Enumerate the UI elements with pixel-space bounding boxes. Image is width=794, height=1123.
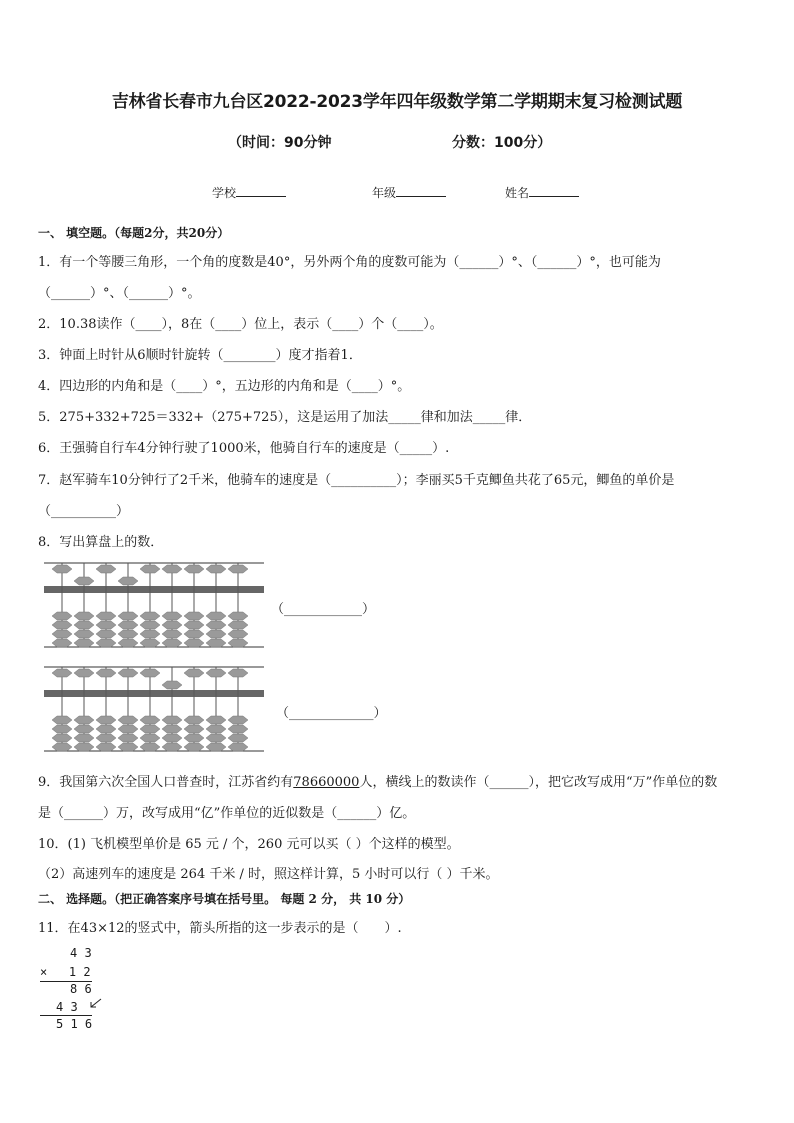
abacus-bead bbox=[118, 716, 138, 724]
abacus-bead bbox=[228, 612, 248, 620]
section-2-heading: 二、 选择题。（把正确答案序号填在括号里。 每题 2 分， 共 10 分） bbox=[38, 892, 411, 906]
calc-row-1: 4 3 bbox=[70, 946, 92, 960]
abacus-beam bbox=[44, 690, 264, 697]
abacus-bead bbox=[184, 630, 204, 638]
school-field bbox=[212, 183, 286, 201]
abacus-bead bbox=[118, 725, 138, 733]
question-9-line-2: 是（______）万，改写成用“亿”作单位的近似数是（______）亿。 bbox=[38, 806, 416, 821]
question-9-text-a: 9．我国第六次全国人口普查时，江苏省约有 bbox=[38, 775, 294, 790]
vertical-multiplication bbox=[40, 946, 110, 1036]
abacus-bead bbox=[96, 716, 116, 724]
abacus-bead bbox=[162, 743, 182, 751]
abacus-bead bbox=[74, 577, 94, 585]
abacus-2 bbox=[44, 666, 264, 752]
abacus-bead bbox=[96, 734, 116, 742]
school-label: 学校 bbox=[212, 186, 237, 200]
abacus-bead bbox=[118, 577, 138, 585]
abacus-bead bbox=[118, 630, 138, 638]
abacus-bead bbox=[228, 734, 248, 742]
name-label: 姓名 bbox=[505, 186, 530, 200]
question-7-line-1: 7．赵军骑车10分钟行了2千米，他骑车的速度是（__________）；李丽买5千克鲫鱼共花了65元，鲫鱼的单价是 bbox=[38, 473, 675, 488]
calc-row-3: 8 6 bbox=[70, 982, 92, 996]
abacus-bead bbox=[228, 621, 248, 629]
question-4: 4．四边形的内角和是（____）°，五边形的内角和是（____）°。 bbox=[38, 379, 411, 394]
abacus-bead bbox=[74, 725, 94, 733]
grade-label: 年级 bbox=[372, 186, 397, 200]
abacus-bead bbox=[140, 612, 160, 620]
abacus-bead bbox=[74, 630, 94, 638]
abacus-bead bbox=[206, 725, 226, 733]
question-10-part-1: 10．(1) 飞机模型单价是 65 元 / 个，260 元可以买（ ）个这样的模型。 bbox=[38, 837, 460, 852]
question-7-line-2: （__________） bbox=[38, 504, 130, 519]
abacus-bead bbox=[52, 612, 72, 620]
abacus-bead bbox=[184, 621, 204, 629]
abacus-bead bbox=[162, 612, 182, 620]
abacus-bead bbox=[140, 630, 160, 638]
abacus-bead bbox=[118, 734, 138, 742]
abacus-bead bbox=[140, 716, 160, 724]
abacus-bead bbox=[162, 734, 182, 742]
abacus-bead bbox=[52, 565, 72, 573]
calc-row-2: × 1 2 bbox=[40, 965, 91, 979]
abacus-bead bbox=[74, 716, 94, 724]
calc-arrow-icon bbox=[88, 997, 104, 1014]
abacus-bead bbox=[228, 630, 248, 638]
abacus-bead bbox=[184, 725, 204, 733]
question-11: 11．在43×12的竖式中，箭头所指的这一步表示的是（ ）. bbox=[38, 921, 402, 936]
abacus-bead bbox=[162, 681, 182, 689]
abacus-bead bbox=[162, 565, 182, 573]
question-1-line-1: 1．有一个等腰三角形，一个角的度数是40°，另外两个角的度数可能为（______）°、（______）°，也可能为 bbox=[38, 255, 661, 270]
calc-line-2 bbox=[40, 1015, 92, 1016]
abacus-bead bbox=[140, 639, 160, 647]
abacus-bead bbox=[96, 669, 116, 677]
question-10-part-2: （2）高速列车的速度是 264 千米 / 时，照这样计算，5 小时可以行（ ）千米。 bbox=[38, 867, 499, 882]
abacus-bead bbox=[74, 612, 94, 620]
abacus-bead bbox=[184, 669, 204, 677]
abacus-bead bbox=[52, 716, 72, 724]
abacus-bead bbox=[184, 743, 204, 751]
abacus-beam bbox=[44, 586, 264, 593]
abacus-bead bbox=[162, 621, 182, 629]
abacus-bead bbox=[206, 639, 226, 647]
abacus-bead bbox=[206, 669, 226, 677]
calc-row-4: 4 3 bbox=[56, 1000, 78, 1014]
question-9-text-b: 人，横线上的数读作（______），把它改写成用“万”作单位的数 bbox=[359, 775, 718, 790]
abacus-bead bbox=[140, 743, 160, 751]
question-3: 3．钟面上时针从6顺时针旋转（________）度才指着1． bbox=[38, 348, 362, 363]
abacus-bead bbox=[184, 734, 204, 742]
abacus-bead bbox=[228, 565, 248, 573]
abacus-bead bbox=[118, 621, 138, 629]
abacus-bead bbox=[96, 743, 116, 751]
abacus-bead bbox=[206, 612, 226, 620]
abacus-bead bbox=[162, 716, 182, 724]
section-1-heading: 一、 填空题。（每题2分，共20分） bbox=[38, 226, 230, 240]
name-field bbox=[505, 183, 579, 201]
abacus-bead bbox=[118, 743, 138, 751]
abacus-bead bbox=[140, 565, 160, 573]
abacus-bead bbox=[118, 669, 138, 677]
abacus-bead bbox=[74, 621, 94, 629]
question-5: 5．275+332+725＝332+（275+725），这是运用了加法_____律和加法_____律． bbox=[38, 410, 532, 425]
abacus-bead bbox=[228, 725, 248, 733]
abacus-bead bbox=[96, 621, 116, 629]
abacus-bead bbox=[184, 639, 204, 647]
abacus-1-answer: （____________） bbox=[271, 602, 376, 617]
question-2: 2．10.38读作（____），8在（____）位上，表示（____）个（____）。 bbox=[38, 317, 443, 332]
abacus-bead bbox=[96, 565, 116, 573]
abacus-bead bbox=[52, 669, 72, 677]
abacus-bead bbox=[74, 669, 94, 677]
question-9-line-1 bbox=[38, 771, 717, 790]
abacus-bead bbox=[206, 743, 226, 751]
abacus-bead bbox=[162, 639, 182, 647]
abacus-bead bbox=[162, 630, 182, 638]
question-6: 6．王强骑自行车4分钟行驶了1000米，他骑自行车的速度是（_____）. bbox=[38, 441, 450, 456]
question-1-line-2: （______）°、（______）°。 bbox=[38, 286, 201, 301]
abacus-bead bbox=[184, 716, 204, 724]
calc-row-5: 5 1 6 bbox=[56, 1017, 93, 1031]
abacus-bead bbox=[206, 621, 226, 629]
exam-title: 吉林省长春市九台区2022-2023学年四年级数学第二学期期末复习检测试题 bbox=[111, 92, 683, 112]
abacus-bead bbox=[140, 621, 160, 629]
abacus-bead bbox=[162, 725, 182, 733]
abacus-bead bbox=[184, 612, 204, 620]
grade-field bbox=[372, 183, 446, 201]
abacus-bead bbox=[228, 639, 248, 647]
abacus-bead bbox=[52, 725, 72, 733]
abacus-bead bbox=[140, 734, 160, 742]
abacus-bead bbox=[52, 621, 72, 629]
abacus-bead bbox=[140, 725, 160, 733]
abacus-1 bbox=[44, 562, 264, 648]
abacus-bead bbox=[206, 565, 226, 573]
abacus-bead bbox=[206, 630, 226, 638]
abacus-bead bbox=[52, 734, 72, 742]
abacus-bead bbox=[96, 630, 116, 638]
exam-score: 分数：100分） bbox=[452, 135, 552, 151]
exam-time: （时间：90分钟 bbox=[228, 135, 332, 151]
abacus-bead bbox=[228, 716, 248, 724]
abacus-bead bbox=[140, 669, 160, 677]
abacus-bead bbox=[118, 612, 138, 620]
abacus-2-answer: （_____________） bbox=[276, 706, 387, 721]
question-8: 8．写出算盘上的数． bbox=[38, 535, 164, 550]
abacus-bead bbox=[96, 725, 116, 733]
abacus-bead bbox=[228, 669, 248, 677]
abacus-bead bbox=[118, 639, 138, 647]
abacus-bead bbox=[74, 639, 94, 647]
population-number: 78660000 bbox=[293, 775, 360, 790]
abacus-bead bbox=[52, 743, 72, 751]
abacus-bead bbox=[52, 630, 72, 638]
abacus-bead bbox=[228, 743, 248, 751]
abacus-bead bbox=[206, 716, 226, 724]
abacus-bead bbox=[74, 734, 94, 742]
abacus-bead bbox=[96, 612, 116, 620]
abacus-bead bbox=[52, 639, 72, 647]
abacus-bead bbox=[184, 565, 204, 573]
abacus-bead bbox=[206, 734, 226, 742]
abacus-bead bbox=[74, 743, 94, 751]
abacus-bead bbox=[96, 639, 116, 647]
